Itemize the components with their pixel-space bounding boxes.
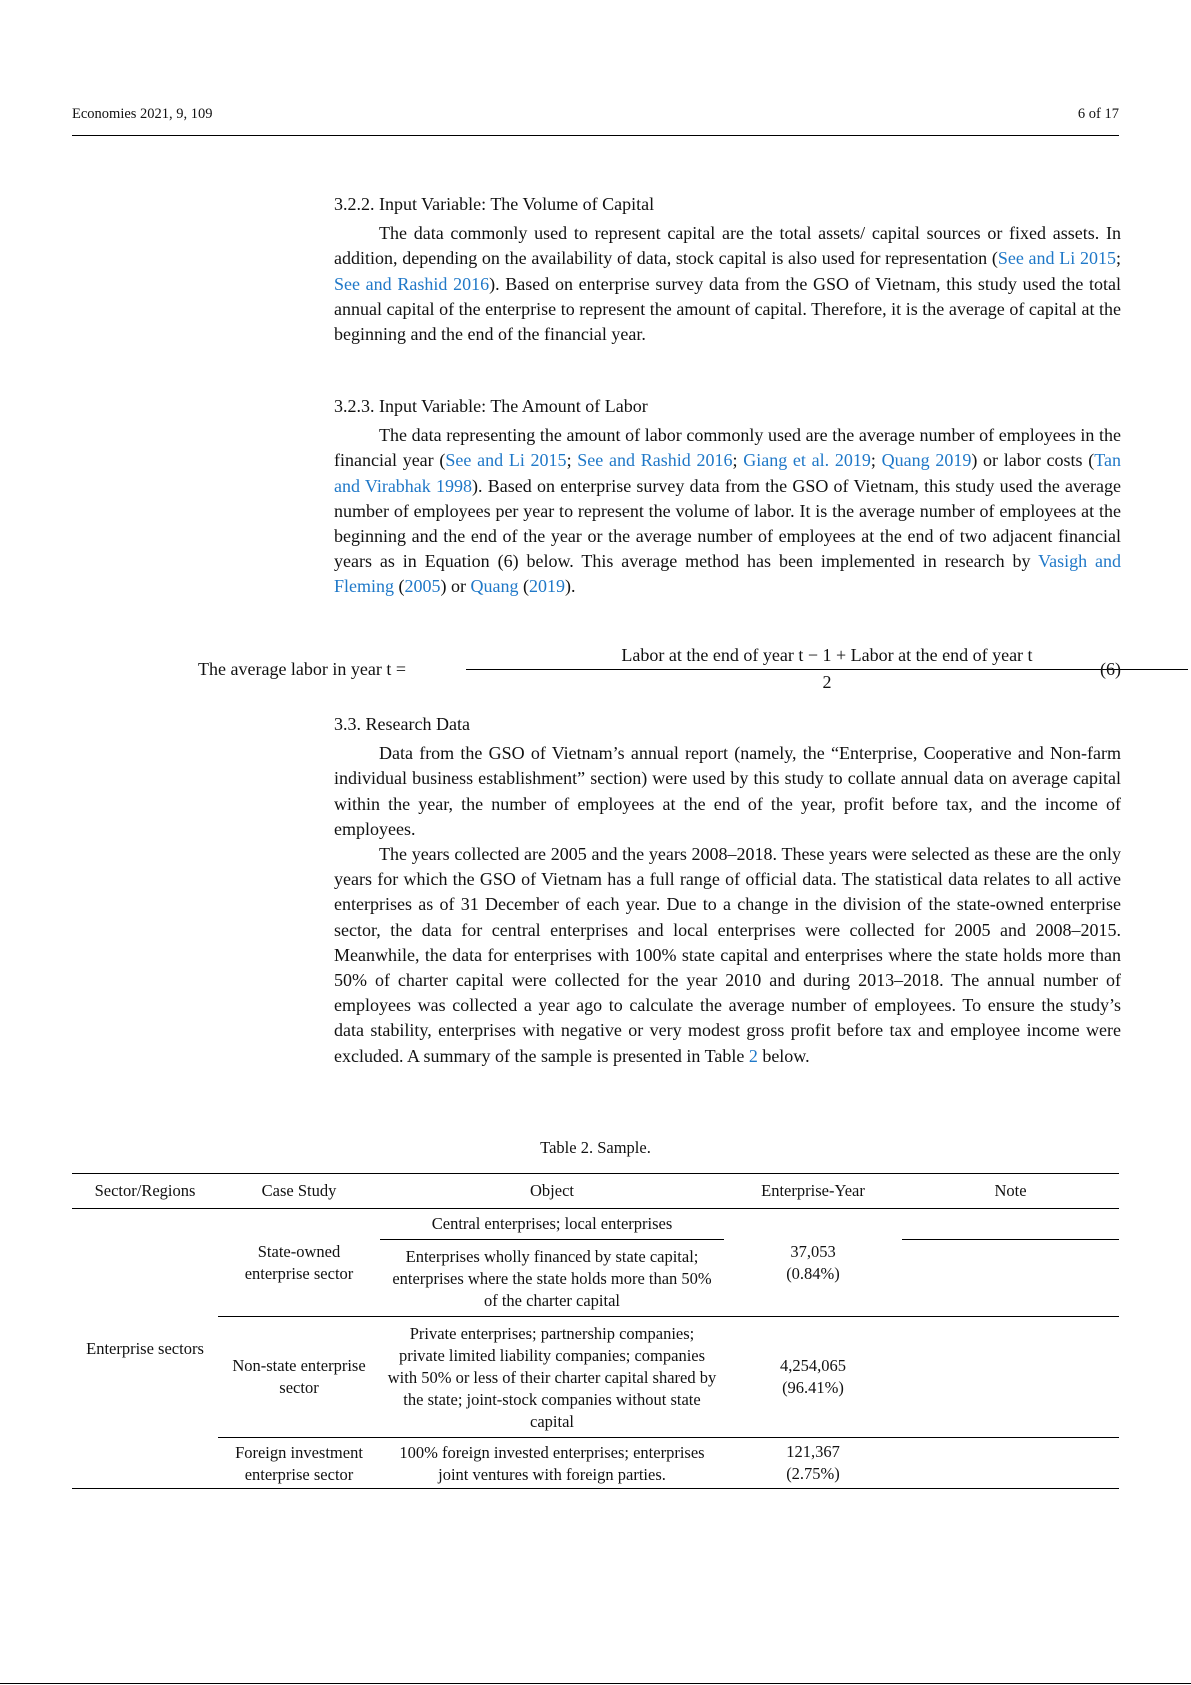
column-header: Object	[530, 1181, 574, 1200]
citation-link-quang-2[interactable]: Quang	[470, 576, 519, 597]
paragraph-research-data-1: Data from the GSO of Vietnam’s annual report (namely, the “Enterprise, Cooperative and Non-farm individual business establishment” section) were used by this study to collate annual data on average capital within the year, the number of employees at the end of the year, profit before tax, and the income of employees.	[334, 743, 1121, 839]
sector-cell: Enterprise sectors	[72, 1209, 218, 1489]
enterprise-year-cell	[724, 1317, 902, 1438]
table-header-row	[72, 1174, 1119, 1209]
case-study-cell: Foreign investment enterprise sector	[218, 1438, 380, 1489]
note-cell	[902, 1240, 1119, 1317]
table-row	[72, 1438, 1119, 1489]
section-3-3	[334, 712, 1121, 1069]
paragraph-capital: The data commonly used to represent capital are the total assets/ capital sources or fixed assets. In addition, depending on the availability of data, stock capital is also used for representation (See and Li 2015; See and Rashid 2016). Based on enterprise survey data from the GSO of Vietnam, this study used the total annual capital of the enterprise to represent the amount of capital. Therefore, it is the average of capital at the beginning and the end of the financial year.	[334, 223, 1121, 345]
share: (96.41%)	[782, 1378, 844, 1397]
equation-numerator: Labor at the end of year t − 1 + Labor at the end of year t	[466, 643, 1188, 670]
equation-6	[198, 643, 1121, 703]
object-cell: Central enterprises; local enterprises	[380, 1209, 724, 1240]
case-study-cell: State-owned enterprise sector	[218, 1209, 380, 1317]
section-heading-3-3: 3.3. Research Data	[334, 714, 470, 734]
note-cell	[902, 1209, 1119, 1240]
page-bottom-rule	[0, 1683, 1191, 1684]
object-cell: Private enterprises; partnership companies; private limited liability companies; companies with 50% or less of their charter capital shared by the state; joint-stock companies without state capital	[380, 1317, 724, 1438]
section-3-2-2	[334, 192, 1121, 347]
citation-link-vasigh-year[interactable]: 2005	[404, 576, 441, 597]
citation-link-giang[interactable]: Giang et al. 2019	[743, 450, 871, 471]
table-caption: Table 2. Sample.	[540, 1138, 651, 1157]
equation-denominator: 2	[822, 672, 832, 692]
column-header: Sector/Regions	[94, 1181, 196, 1200]
case-study-cell: Non-state enterprise sector	[218, 1317, 380, 1438]
paragraph-labor: The data representing the amount of labor commonly used are the average number of employees in the financial year (See and Li 2015; See and Rashid 2016; Giang et al. 2019; Quang 2019) or labor costs (Tan and Virabhak 1998). Based on enterprise survey data from the GSO of Vietnam, this study used the average number of employees per year to represent the volume of labor. It is the average number of employees at the beginning and the end of the year or the average number of employees at the end of two adjacent financial years as in Equation (6) below. This average method has been implemented in research by Vasigh and Fleming (2005) or Quang (2019).	[334, 425, 1121, 597]
citation-link-vasigh-fleming[interactable]: Vasigh and Fleming	[334, 551, 1121, 597]
section-3-2-3	[334, 394, 1121, 600]
equation-lhs: The average labor in year t =	[198, 659, 407, 679]
equation-number: (6)	[1100, 659, 1121, 679]
section-heading-3-2-3: 3.2.3. Input Variable: The Amount of Labor	[334, 396, 648, 416]
citation-link-see-rashid[interactable]: See and Rashid 2016	[334, 273, 490, 294]
share: (0.84%)	[786, 1263, 840, 1283]
citation-link-see-li[interactable]: See and Li 2015	[997, 248, 1116, 269]
table-row	[72, 1317, 1119, 1438]
enterprise-year-cell	[724, 1438, 902, 1489]
text: The data commonly used to represent capital are the total assets/ capital sources or fixed assets. In addition, depending on the availability of data, stock capital is also used for representation (	[334, 223, 1121, 269]
page-number: 6 of 17	[1077, 106, 1119, 122]
paragraph-research-data-2: The years collected are 2005 and the years 2008–2018. These years were selected as these are the only years for which the GSO of Vietnam has a full range of official data. The statistical data relates to all active enterprises as of 31 December of each year. Due to a change in the division of the state-owned enterprise sector, the data for central enterprises and local enterprises were collected for 2005 and 2008–2015. Meanwhile, the data for enterprises with 100% state capital and enterprises where the state holds more than 50% of charter capital were collected for the year 2010 and during 2013–2018. The annual number of employees was collected a year ago to calculate the average number of employees. To ensure the study’s data stability, enterprises with negative or very modest gross profit before tax and employee income were excluded. A summary of the sample is presented in Table 2 below.	[334, 844, 1121, 1066]
note-cell	[902, 1317, 1119, 1438]
count: 37,053	[790, 1241, 836, 1261]
table-reference-link[interactable]: 2	[748, 1045, 758, 1066]
citation-link-quang[interactable]: Quang 2019	[881, 450, 972, 471]
section-heading-3-2-2: 3.2.2. Input Variable: The Volume of Capital	[334, 194, 655, 214]
enterprise-year-cell	[724, 1209, 902, 1317]
note-cell	[902, 1438, 1119, 1489]
table-row	[72, 1209, 1119, 1240]
citation-link-see-rashid[interactable]: See and Rashid 2016	[577, 450, 733, 471]
journal-citation: Economies 2021, 9, 109	[72, 106, 213, 122]
column-header: Note	[994, 1181, 1027, 1200]
object-cell: 100% foreign invested enterprises; enterprises joint ventures with foreign parties.	[380, 1438, 724, 1489]
count: 4,254,065	[780, 1356, 846, 1375]
sample-table	[72, 1173, 1119, 1489]
text: ). Based on enterprise survey data from the GSO of Vietnam, this study used the total annual capital of the enterprise to represent the amount of capital. Therefore, it is the average of capital at the beginning and the end of the financial year.	[334, 273, 1121, 345]
column-header: Case Study	[261, 1181, 337, 1200]
share: (2.75%)	[786, 1464, 840, 1483]
running-header	[72, 103, 1119, 136]
object-cell: Enterprises wholly financed by state capital; enterprises where the state holds more than 50% of the charter capital	[380, 1240, 724, 1317]
citation-link-tan-virabhak[interactable]: Tan and Virabhak 1998	[334, 450, 1121, 496]
count: 121,367	[786, 1442, 840, 1461]
citation-link-quang-year[interactable]: 2019	[529, 576, 566, 597]
column-header: Enterprise-Year	[761, 1181, 865, 1200]
citation-link-see-li[interactable]: See and Li 2015	[445, 450, 567, 471]
equation-fraction	[466, 643, 1188, 694]
